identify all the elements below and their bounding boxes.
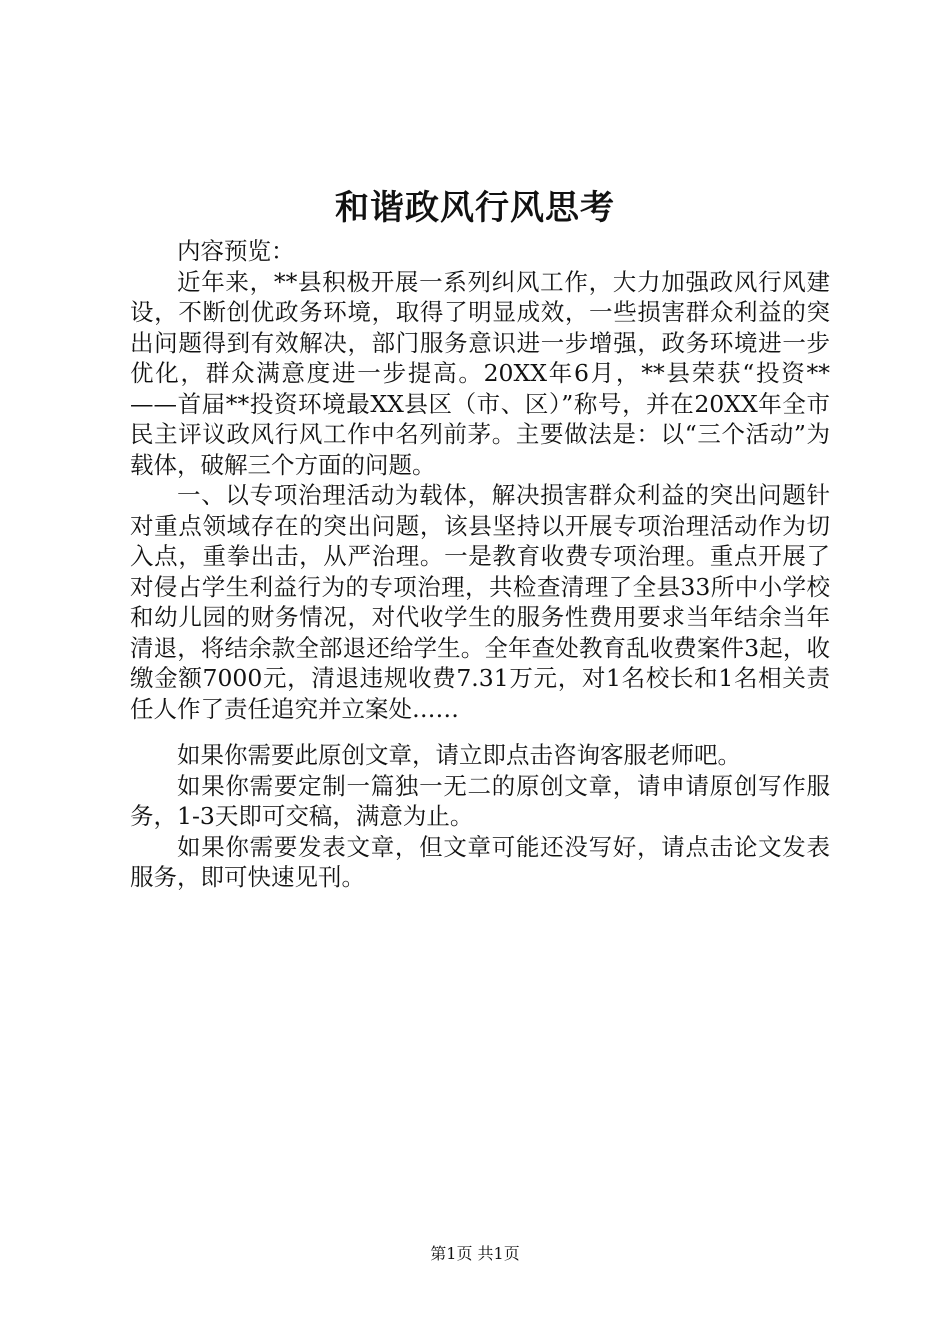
document-title: 和谐政风行风思考 xyxy=(335,188,615,228)
document-body xyxy=(130,236,830,893)
page-footer: 第1页 共1页 xyxy=(430,1244,520,1263)
notice-custom-writing[interactable]: 如果你需要定制一篇独一无二的原创文章，请申请原创写作服务，1-3天即可交稿，满意为止。 xyxy=(130,771,830,830)
paragraph-gap xyxy=(130,724,830,740)
paragraph-intro: 近年来，**县积极开展一系列纠风工作，大力加强政风行风建设，不断创优政务环境，取得了明显成效，一些损害群众利益的突出问题得到有效解决，部门服务意识进一步增强，政务环境进一步优化，群众满意度进一步提高。20XX年6月，**县荣获“投资**——首届**投资环境最XX县区（市、区）”称号，并在20XX年全市民主评议政风行风工作中名列前茅。主要做法是：以“三个活动”为载体，破解三个方面的问题。 xyxy=(130,267,830,479)
notice-consult[interactable]: 如果你需要此原创文章，请立即点击咨询客服老师吧。 xyxy=(177,741,741,769)
paragraph-section-one: 一、以专项治理活动为载体，解决损害群众利益的突出问题针对重点领域存在的突出问题，该县坚持以开展专项治理活动作为切入点，重拳出击，从严治理。一是教育收费专项治理。重点开展了对侵占学生利益行为的专项治理，共检查清理了全县33所中小学校和幼儿园的财务情况，对代收学生的服务性费用要求当年结余当年清退，将结余款全部退还给学生。全年查处教育乱收费案件3起，收缴金额7000元，清退违规收费7.31万元，对1名校长和1名相关责任人作了责任追究并立案处…… xyxy=(130,481,830,723)
notice-publish[interactable]: 如果你需要发表文章，但文章可能还没写好，请点击论文发表服务，即可快速见刊。 xyxy=(130,832,830,891)
preview-label: 内容预览： xyxy=(177,237,295,265)
